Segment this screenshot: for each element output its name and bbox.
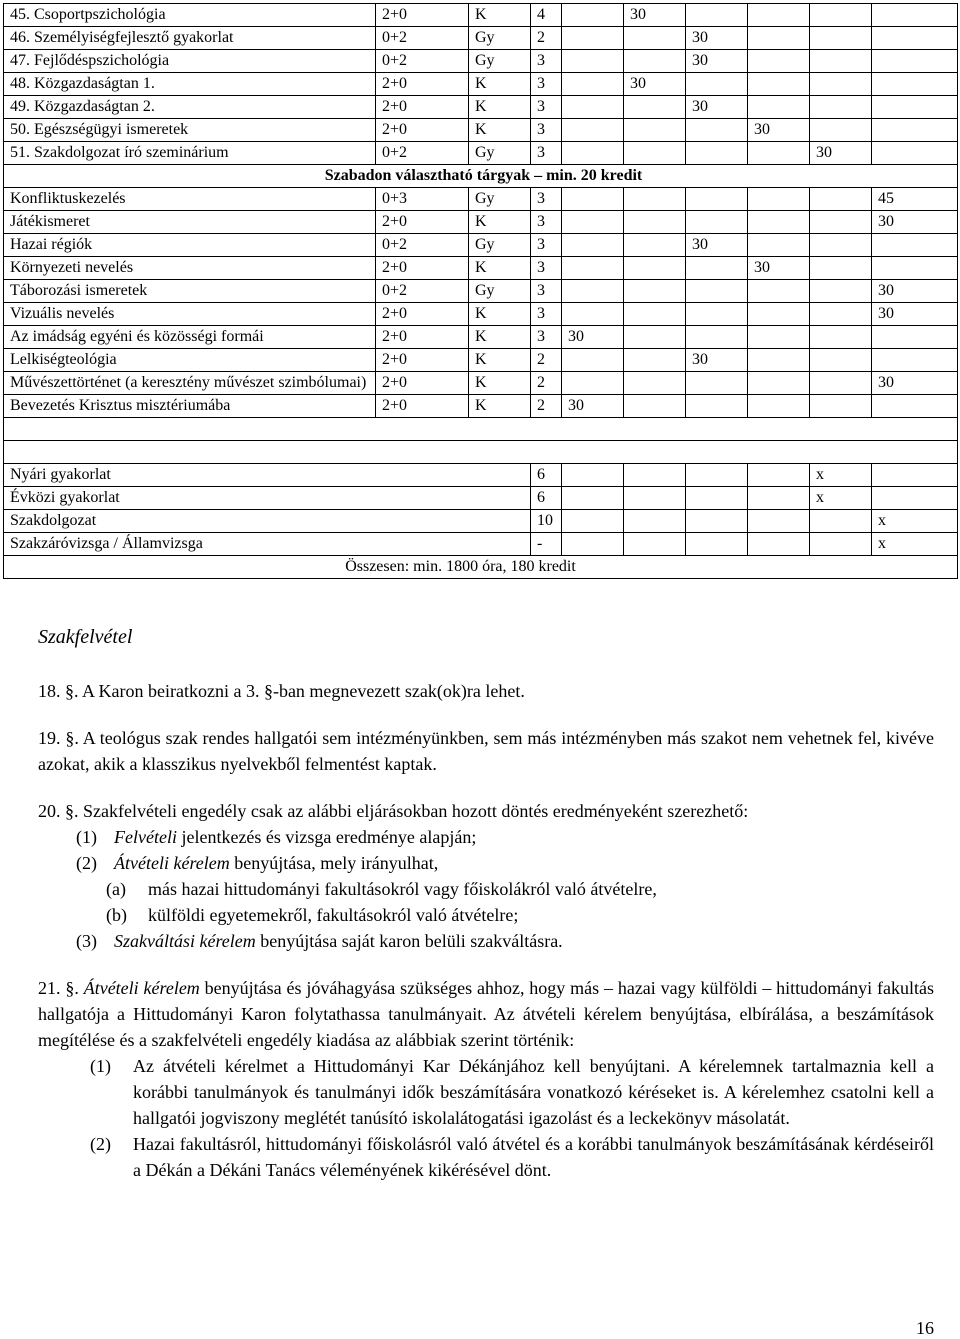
p21-item-2: (2) Hazai fakultásról, hittudományi főiskolásról való átvétel és a korábbi tanulmányok beszámításának kérdéseiről a Dékán a Dékáni Tanács véleményének kikérésével dönt.: [90, 1134, 934, 1180]
course-c1: [562, 280, 624, 303]
course-c5: [810, 257, 872, 280]
course-c4: [748, 27, 810, 50]
course-c5: [810, 234, 872, 257]
paragraph-21: 21. §. Átvételi kérelem benyújtása és jóváhagyása szükséges ahhoz, hogy más – hazai vagy külföldi – hittudományi fakultás hallgatója a Hittudományi Karon folytathassa tanulmányait. Az átvételi kérelem benyújtása, elbírálása, a beszámítások megítélése és a szakfelvételi engedély kiadása az alábbiak szerint történik:: [38, 978, 934, 1050]
course-c3: [686, 73, 748, 96]
section-heading: Szakfelvétel: [38, 626, 133, 648]
course-c4: [748, 234, 810, 257]
course-c4: [748, 280, 810, 303]
course-c3: 30: [686, 96, 748, 119]
course-c6: 30: [872, 303, 958, 326]
table-row: [4, 27, 958, 50]
course-c6: [872, 4, 958, 27]
course-c3: [686, 211, 748, 234]
table-row: [4, 4, 958, 27]
course-credit: 3: [531, 96, 562, 119]
course-credit: 2: [531, 349, 562, 372]
table-row: [4, 142, 958, 165]
document-body: [38, 624, 934, 1183]
course-c3: [686, 142, 748, 165]
course-c1: 30: [562, 326, 624, 349]
course-hours: 0+3: [376, 188, 469, 211]
course-credit: 3: [531, 73, 562, 96]
course-credit: 3: [531, 142, 562, 165]
table-row: [4, 50, 958, 73]
practical-name: Szakdolgozat: [4, 510, 531, 533]
course-credit: 3: [531, 188, 562, 211]
curriculum-table: [3, 3, 958, 579]
course-type: Gy: [469, 27, 531, 50]
course-c4: [748, 395, 810, 418]
course-type: Gy: [469, 234, 531, 257]
section-title: Szabadon választható tárgyak – min. 20 kredit: [4, 165, 958, 188]
course-hours: 2+0: [376, 96, 469, 119]
course-c3: 30: [686, 349, 748, 372]
course-c3: [686, 395, 748, 418]
course-hours: 2+0: [376, 4, 469, 27]
table-row: [4, 395, 958, 418]
course-c1: [562, 4, 624, 27]
course-type: K: [469, 395, 531, 418]
course-c2: [624, 142, 686, 165]
practical-name: Szakzáróvizsga / Államvizsga: [4, 533, 531, 556]
p21-item-1: (1) Az átvételi kérelmet a Hittudományi Kar Dékánjához kell benyújtani. A kérelemnek tartalmaznia kell a korábbi tanulmányok és tanulmányi idők beszámítására vonatkozó kéréseket is. A kérelemhez csatolni kell a hallgatói jogviszony meglétét tanúsító iskolalátogatási igazolást és a leckekönyv másolatát.: [90, 1056, 934, 1128]
course-type: K: [469, 96, 531, 119]
course-type: K: [469, 349, 531, 372]
course-hours: 2+0: [376, 372, 469, 395]
course-c5: [810, 349, 872, 372]
course-credit: 3: [531, 211, 562, 234]
course-type: K: [469, 372, 531, 395]
table-row: [4, 464, 958, 487]
course-c4: [748, 50, 810, 73]
course-c3: [686, 188, 748, 211]
course-c2: 30: [624, 4, 686, 27]
p20-item-3: (3) Szakváltási kérelem benyújtása saját karon belüli szakváltásra.: [76, 931, 563, 951]
course-c2: [624, 257, 686, 280]
course-name: 50. Egészségügyi ismeretek: [4, 119, 376, 142]
course-hours: 2+0: [376, 73, 469, 96]
course-credit: 3: [531, 257, 562, 280]
practical-credit: 6: [531, 487, 562, 510]
page-number: 16: [916, 1318, 934, 1338]
practical-credit: 6: [531, 464, 562, 487]
course-hours: 0+2: [376, 280, 469, 303]
course-c3: [686, 280, 748, 303]
course-c3: [686, 372, 748, 395]
table-row: [4, 280, 958, 303]
course-c5: [810, 73, 872, 96]
course-c5: [810, 119, 872, 142]
course-hours: 2+0: [376, 326, 469, 349]
course-type: K: [469, 257, 531, 280]
course-c5: [810, 280, 872, 303]
course-c2: [624, 280, 686, 303]
course-c5: [810, 211, 872, 234]
course-c2: [624, 395, 686, 418]
course-credit: 3: [531, 280, 562, 303]
course-c4: [748, 142, 810, 165]
course-hours: 2+0: [376, 257, 469, 280]
course-c1: [562, 211, 624, 234]
course-hours: 2+0: [376, 395, 469, 418]
course-c6: [872, 234, 958, 257]
course-name: 51. Szakdolgozat író szeminárium: [4, 142, 376, 165]
course-hours: 2+0: [376, 303, 469, 326]
course-c2: 30: [624, 73, 686, 96]
table-row: [4, 257, 958, 280]
course-c6: [872, 50, 958, 73]
table-row: [4, 372, 958, 395]
course-type: K: [469, 211, 531, 234]
course-c6: [872, 349, 958, 372]
course-c4: [748, 372, 810, 395]
table-row: [4, 234, 958, 257]
course-c3: 30: [686, 234, 748, 257]
course-c4: [748, 326, 810, 349]
course-type: Gy: [469, 142, 531, 165]
course-c1: [562, 349, 624, 372]
elective-courses: [4, 188, 958, 418]
course-c1: 30: [562, 395, 624, 418]
practicals: [4, 464, 958, 556]
course-c4: [748, 349, 810, 372]
course-credit: 2: [531, 395, 562, 418]
course-c3: [686, 326, 748, 349]
course-c3: [686, 257, 748, 280]
course-c6: 30: [872, 211, 958, 234]
course-c3: 30: [686, 27, 748, 50]
course-name: Lelkiségteológia: [4, 349, 376, 372]
course-c5: [810, 372, 872, 395]
course-hours: 0+2: [376, 27, 469, 50]
course-c2: [624, 372, 686, 395]
course-c2: [624, 50, 686, 73]
course-c1: [562, 96, 624, 119]
course-c5: [810, 303, 872, 326]
course-hours: 0+2: [376, 50, 469, 73]
course-c1: [562, 257, 624, 280]
course-c4: 30: [748, 119, 810, 142]
course-c2: [624, 188, 686, 211]
course-credit: 2: [531, 27, 562, 50]
course-hours: 2+0: [376, 349, 469, 372]
course-name: Művészettörténet (a keresztény művészet szimbólumai): [4, 372, 376, 395]
course-c5: [810, 188, 872, 211]
course-name: Táborozási ismeretek: [4, 280, 376, 303]
course-credit: 4: [531, 4, 562, 27]
course-c4: [748, 211, 810, 234]
course-type: Gy: [469, 50, 531, 73]
table-row: [4, 188, 958, 211]
course-name: 49. Közgazdaságtan 2.: [4, 96, 376, 119]
course-hours: 0+2: [376, 234, 469, 257]
p20-subitem-a: (a) más hazai hittudományi fakultásokról vagy főiskolákról való átvételre,: [106, 879, 657, 899]
course-c2: [624, 326, 686, 349]
course-c6: [872, 326, 958, 349]
course-credit: 3: [531, 119, 562, 142]
course-type: K: [469, 4, 531, 27]
course-name: Az imádság egyéni és közösségi formái: [4, 326, 376, 349]
course-c6: [872, 257, 958, 280]
course-credit: 3: [531, 303, 562, 326]
course-name: Bevezetés Krisztus misztériumába: [4, 395, 376, 418]
p20-item-2: (2) Átvételi kérelem benyújtása, mely irányulhat,: [76, 853, 439, 873]
course-c4: [748, 4, 810, 27]
p20-subitem-b: (b) külföldi egyetemekről, fakultásokról való átvételre;: [106, 905, 519, 925]
practical-credit: -: [531, 533, 562, 556]
course-name: 47. Fejlődéspszichológia: [4, 50, 376, 73]
course-type: K: [469, 326, 531, 349]
required-courses: [4, 4, 958, 165]
course-name: Környezeti nevelés: [4, 257, 376, 280]
course-c1: [562, 188, 624, 211]
course-c6: [872, 142, 958, 165]
table-row: [4, 326, 958, 349]
table-row: [4, 533, 958, 556]
course-c2: [624, 119, 686, 142]
empty-row: [4, 418, 958, 441]
course-hours: 2+0: [376, 119, 469, 142]
course-c5: [810, 4, 872, 27]
course-type: K: [469, 303, 531, 326]
paragraph-18: 18. §. A Karon beiratkozni a 3. §-ban megnevezett szak(ok)ra lehet.: [38, 681, 525, 701]
table-row: [4, 510, 958, 533]
course-credit: 3: [531, 326, 562, 349]
table-row: [4, 487, 958, 510]
course-c4: [748, 73, 810, 96]
course-c5: [810, 27, 872, 50]
course-c1: [562, 50, 624, 73]
table-row: [4, 96, 958, 119]
practical-credit: 10: [531, 510, 562, 533]
practical-name: Évközi gyakorlat: [4, 487, 531, 510]
course-credit: 3: [531, 50, 562, 73]
course-c5: [810, 96, 872, 119]
course-c6: 30: [872, 280, 958, 303]
course-name: Hazai régiók: [4, 234, 376, 257]
course-type: K: [469, 73, 531, 96]
course-c6: [872, 395, 958, 418]
course-name: Vizuális nevelés: [4, 303, 376, 326]
course-c1: [562, 142, 624, 165]
practical-mark: x: [810, 464, 872, 487]
section-header-row: [4, 165, 958, 188]
course-name: 48. Közgazdaságtan 1.: [4, 73, 376, 96]
course-name: Játékismeret: [4, 211, 376, 234]
table-row: [4, 211, 958, 234]
table-row: [4, 73, 958, 96]
course-name: 46. Személyiségfejlesztő gyakorlat: [4, 27, 376, 50]
course-c1: [562, 73, 624, 96]
practical-mark: x: [872, 533, 958, 556]
course-c6: [872, 73, 958, 96]
course-c3: 30: [686, 50, 748, 73]
course-c4: [748, 303, 810, 326]
course-c6: [872, 27, 958, 50]
course-c1: [562, 372, 624, 395]
course-c2: [624, 27, 686, 50]
course-hours: 0+2: [376, 142, 469, 165]
table-row: [4, 303, 958, 326]
course-c5: [810, 326, 872, 349]
practical-mark: x: [872, 510, 958, 533]
total-text: Összesen: min. 1800 óra, 180 kredit: [4, 556, 958, 579]
paragraph-19: 19. §. A teológus szak rendes hallgatói sem intézményünkben, sem más intézményben más szakot nem vehetnek fel, kivéve azokat, akik a klasszikus nyelvekből felmentést kaptak.: [38, 728, 934, 774]
course-c6: 30: [872, 372, 958, 395]
course-credit: 2: [531, 372, 562, 395]
course-c6: 45: [872, 188, 958, 211]
table-row: [4, 119, 958, 142]
course-c1: [562, 303, 624, 326]
course-type: K: [469, 119, 531, 142]
course-c4: [748, 96, 810, 119]
course-credit: 3: [531, 234, 562, 257]
course-c2: [624, 303, 686, 326]
course-c5: 30: [810, 142, 872, 165]
course-c2: [624, 234, 686, 257]
course-c3: [686, 303, 748, 326]
course-c5: [810, 50, 872, 73]
course-c3: [686, 4, 748, 27]
course-hours: 2+0: [376, 211, 469, 234]
course-c1: [562, 234, 624, 257]
practical-name: Nyári gyakorlat: [4, 464, 531, 487]
course-c6: [872, 96, 958, 119]
course-c2: [624, 349, 686, 372]
empty-row: [4, 441, 958, 464]
course-name: Konfliktuskezelés: [4, 188, 376, 211]
course-c6: [872, 119, 958, 142]
course-c1: [562, 119, 624, 142]
course-c3: [686, 119, 748, 142]
course-type: Gy: [469, 188, 531, 211]
paragraph-20: 20. §. Szakfelvételi engedély csak az alábbi eljárásokban hozott döntés eredményeként szerezhető:: [38, 801, 749, 821]
course-c2: [624, 211, 686, 234]
table-row: [4, 349, 958, 372]
course-name: 45. Csoportpszichológia: [4, 4, 376, 27]
total-row: [4, 556, 958, 579]
course-c4: [748, 188, 810, 211]
course-c1: [562, 27, 624, 50]
practical-mark: x: [810, 487, 872, 510]
course-type: Gy: [469, 280, 531, 303]
course-c5: [810, 395, 872, 418]
course-c2: [624, 96, 686, 119]
course-c4: 30: [748, 257, 810, 280]
p20-item-1: (1) Felvételi jelentkezés és vizsga eredménye alapján;: [76, 827, 477, 847]
